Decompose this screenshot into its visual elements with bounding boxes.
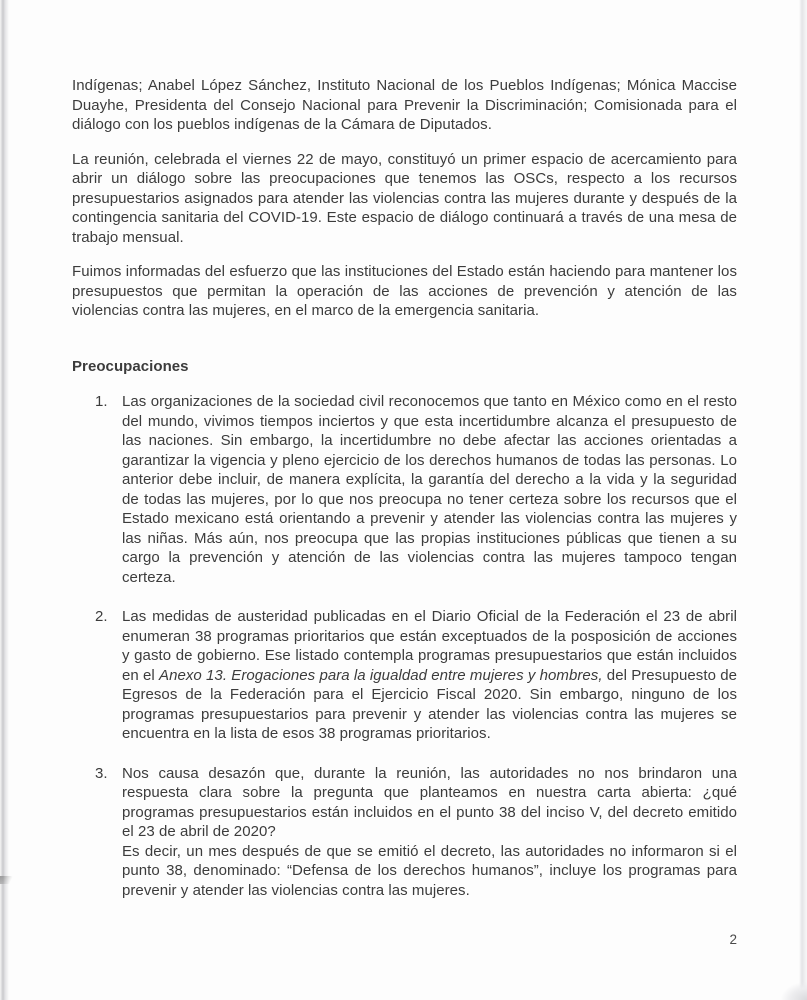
- list-item-number: 3.: [95, 764, 108, 782]
- list-item: [72, 764, 737, 901]
- list-item-text: Las organizaciones de la sociedad civil reconocemos que tanto en México como en el resto del mundo, vivimos tiempos inciertos y que esta incertidumbre alcanza el presupuesto de las naciones. Sin embargo, la incertidumbre no debe afectar las acciones orientadas a garantizar la vigencia y pleno ejercicio de los derechos humanos de todas las personas. Lo anterior debe incluir, de manera explícita, la garantía del derecho a la vida y la seguridad de todas las mujeres, por lo que nos preocupa no tener certeza sobre los recursos que el Estado mexicano está orientando a prevenir y atender las violencias contra las mujeres y las niñas. Más aún, nos preocupa que las propias instituciones públicas que tienen a su cargo la prevención y atención de las violencias contra las mujeres tampoco tengan certeza.: [122, 393, 737, 586]
- document-body: [72, 0, 737, 900]
- paragraph-signatories: Indígenas; Anabel López Sánchez, Instituto Nacional de los Pueblos Indígenas; Mónica Maccise Duayhe, Presidenta del Consejo Nacional para Prevenir la Discriminación; Comisionada para el diálogo con los pueblos indígenas de la Cámara de Diputados.: [72, 77, 737, 133]
- list-item-text-segment: Las medidas de austeridad publicadas en el Diario Oficial de la Federación el 23 de abril enumeran 38 programas prioritarios que están exceptuados de la posposición de acciones y gasto de gobierno. Ese listado contempla programas presupuestarios que están incluidos en el: [122, 608, 737, 684]
- list-item-text: [122, 607, 737, 744]
- list-item-number: 1.: [95, 393, 108, 410]
- section-heading-preocupaciones: Preocupaciones: [72, 357, 189, 375]
- list-item-text-segment: del Presupuesto de Egresos de la Federación para el Ejercicio Fiscal 2020. Sin embargo, ninguno de los programas presupuestarios para prevenir y atender las violencias contra las mujeres se encuentra en la lista de esos 38 programas prioritarios.: [122, 666, 737, 742]
- page-bottom-right-corner-shadow: [781, 982, 807, 1000]
- list-item: [72, 392, 737, 587]
- paragraph-meeting: La reunión, celebrada el viernes 22 de mayo, constituyó un primer espacio de acercamiento para abrir un diálogo sobre las preocupaciones que tenemos las OSCs, respecto a los recursos presupuestarios asignados para atender las violencias contra las mujeres durante y después de la contingencia sanitaria del COVID-19. Este espacio de diálogo continuará a través de una mesa de trabajo mensual.: [72, 150, 737, 246]
- paragraph-institutions: Fuimos informadas del esfuerzo que las instituciones del Estado están haciendo para mantener los presupuestos que permitan la operación de las acciones de prevención y atención de las violencias contra las mujeres, en el marco de la emergencia sanitaria.: [72, 263, 737, 319]
- list-item: [72, 607, 737, 744]
- scan-artifact-mark: [0, 876, 14, 884]
- list-item-text-line: Nos causa desazón que, durante la reunión, las autoridades no nos brindaron una respuesta clara sobre la pregunta que planteamos en nuestra carta abierta: ¿qué programas presupuestarios están incluidos en el punto 38 del inciso V, del decreto emitido el 23 de abril de 2020?: [122, 764, 737, 840]
- list-item-number: 2.: [95, 608, 108, 625]
- page-left-edge: [0, 0, 9, 1000]
- list-item-text-line: Es decir, un mes después de que se emitió el decreto, las autoridades no informaron si el punto 38, denominado: “Defensa de los derechos humanos”, incluye los programas para prevenir y atender las violencias contra las mujeres.: [122, 842, 737, 899]
- concerns-list: [72, 392, 737, 900]
- page-right-edge: [799, 0, 807, 1000]
- list-item-text: [122, 764, 737, 901]
- page-number: 2: [729, 932, 737, 947]
- list-item-italic-citation: Anexo 13. Erogaciones para la igualdad entre mujeres y hombres,: [159, 666, 603, 684]
